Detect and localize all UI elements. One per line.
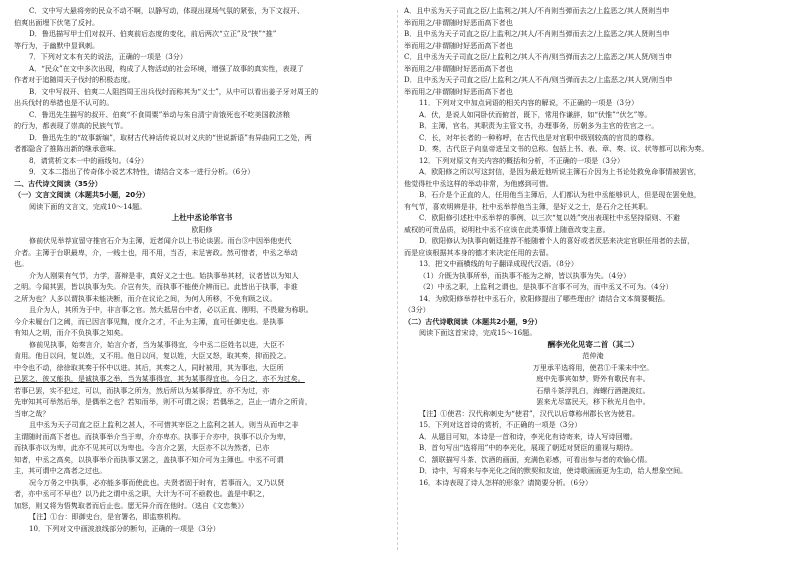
right-text-line: 万里承平选将用，使君①千乘未中空。 (532, 362, 654, 372)
left-text-line: D．鲁迅先生的“故事新编”，取材古代神话传说以对义庆的“世说新语”有异曲同工之处，两 (29, 132, 312, 142)
left-text-line: C．鲁迅先生描写的叔开、伯爽“不食周粟”举动与朱自清宁肯饿死也不吃美国救济粮 (29, 109, 290, 119)
left-text-line: 有知人之明，而介不负执事之知矣。 (14, 328, 128, 337)
left-text-line: 中令也不动，徐徐取其奏于怀中以进。其后，其奏之人，同时被用，其为事也，大臣所 (14, 362, 284, 372)
right-text-line: 威权的可贵品质，说明杜中丞不应该在此类事情上随意改变主意。 (404, 224, 610, 234)
left-text-line: 主，其可谓中之高者之过也。 (14, 466, 107, 475)
left-text-line: 等行为，于幽默中显讽刺。 (14, 40, 100, 50)
left-text-line: 先审知其可举然后举，是偶举之也？若知而举，则不可谓之误；若偶举之，岂止一请介之所肯， (14, 397, 312, 406)
left-column (14, 5, 390, 534)
left-text-line: 者都隐含了推陈出新的继承意味。 (14, 144, 121, 153)
right-text-line: 12．下列对原文有关内容的概括和分析，不正确的一项是（3分） (419, 155, 625, 165)
left-text-line: 伯爽出面埋下伏笔了反衬。 (14, 17, 100, 27)
right-text-line: （二）古代诗歌阅读（本题共2小题，9分） (404, 316, 542, 326)
left-text-line: 今介未履台门之阈，而已因言事见黜，度介之才，不止为主簿，直可任御史也。是执事 (14, 316, 284, 326)
right-text-line: B．石介是个正直的人，任用他当主簿后，人们都认为杜中丞能够识人，但是现在罢免他， (419, 190, 701, 199)
right-text-line: D．欧阳修认为执事向朝廷推荐不能随着个人的喜好或者厌恶来决定官职任用者的去留， (419, 236, 695, 245)
right-text-line: D．且中丞为天子司直之臣/上监利之/其人不肖/则当弹而去之/上监恶之/其人贤/则当申 (404, 75, 673, 84)
right-text-line: D．奏，古代臣子向皇帝进呈文书的总称。包括上书、表、章、奏、议、状等都可以称为奏。 (419, 144, 709, 153)
right-text-line: 庭中先事宾如梦，野外有歌民有丰。 (536, 374, 650, 383)
right-text-line: A．从题目可知，本诗是一首和诗，李光化有诗寄来，诗人写诗回赠。 (419, 431, 637, 441)
right-text-line: 阅读下面这首宋诗，完成15～16题。 (419, 328, 537, 337)
left-text-line: 况今万务之中执事，必亦能多事而使此也。夫贤者固于时有，若事而入，又乃以贤 (29, 477, 285, 487)
left-text-line: 8．请赏析文本一中的画线句。（4分） (29, 155, 148, 165)
right-text-line: C．颔联描写斗茶、饮酒的画面，充满色彩感，可看出参与者的欢愉心情。 (419, 454, 652, 464)
left-text-line: 9．文本二指出了传奇体小说艺术特性，请结合文本一进行分析。（6分） (29, 167, 255, 176)
left-text-line: 修前伏见举荐宣留守推官石介为主簿，近者闻介以上书论谈罢。而台③中因举他吏代 (29, 236, 292, 245)
right-text-line: （3分） (404, 305, 430, 314)
right-text-line: 11．下列对文中加点词语的相关内容的解说，不正确的一项是（3分） (419, 98, 639, 107)
left-text-line: 主谓随时而高下者也。而执事举介当于卑，介亦卑亦。执事于介亦中，执事不以介为卑， (14, 431, 291, 441)
right-text-line: 举而用之/非谓随时好恶而高下者也 (404, 17, 513, 27)
left-text-line: 二、古代诗文阅读（35分） (14, 178, 102, 188)
left-text-line: 修前见执事，始奏言介，始言介者，当为某事得宜，今中丞二臣姓名以进，大臣不 (29, 339, 285, 349)
right-text-line: 范仲淹 (582, 351, 604, 360)
left-text-line: 介者。主簿于台职最卑，介，一贱士也，用不用，当否，未足害政。然可惜者，中丞之举动 (14, 247, 298, 257)
left-text-line: （一）文言文阅读（本题共5小题，20分） (14, 190, 150, 199)
left-text-line: 加怒，则又将为悟隽取者而后止也。愿无异介而在他时。（选自《文忠集》） (14, 500, 249, 510)
right-text-line: A．伏，是说人如同卧伏而俯首，既下，常用作谦辞，如“伏惟”“伏乞”等。 (419, 109, 652, 119)
right-text-line: 他觉得杜中丞这样的举动非常，为他感到可惜。 (404, 178, 553, 188)
right-text-line: 【注】①使君：汉代称刺史为“使君”，汉代以后尊称州郡长官为使君。 (419, 408, 640, 418)
left-text-line: 7．下列对文本有关的说法，正确的一项是（3分） (29, 52, 187, 61)
right-text-line: 石鼎斗茶浮乳白，海螺行酒滟波红。 (536, 385, 650, 395)
right-text-line: C．长，对年长者的一种称呼，在古代也是对官职中级别较高的官员的尊称。 (419, 132, 659, 142)
right-text-line: 酬李光化见寄二首（其二） (547, 339, 639, 349)
left-text-line: D．鲁迅描写甲士们对叔开、伯爽前后态度的变化，前后两次“立正”及“挟”“推” (29, 29, 277, 38)
right-text-line: B．且中丞为天子司直之臣/上监利之/其人/不肖则当弹而去之/上监恶之/其人贤则当申 (404, 29, 670, 38)
left-text-line: 出兵伐纣的举措也是不认可的。 (14, 98, 114, 107)
left-text-line: A．“民众”在文中多次出现，构成了人物活动的社会环境，增强了故事的真实性，表现了 (29, 63, 304, 73)
left-text-line: 【注】①台：即御史台，是官署名，即监察机构。 (29, 512, 186, 521)
right-text-line: （2）中丞之职，上监利之谓也，是执事不言事不可为，而中丞又不可为。（4分） (419, 282, 673, 291)
right-text-line: 16．本诗表现了诗人怎样的形象？请简要分析。（6分） (419, 477, 593, 487)
right-text-line: C．且中丞为天子司直之臣/上监利之/其人不肖/则当弹而去之/上监恶之/其人贤/则当申 (404, 52, 673, 61)
left-text-line: 的行为，都表现了崇高的民族气节。 (14, 121, 128, 130)
right-text-line: 举而用之/非谓随时好恶而高下者也 (404, 63, 513, 73)
right-text-line: 15．下列对这首诗的赏析，不正确的一项是（3分） (419, 420, 582, 429)
right-text-line: 有气节，喜欢明辨是非，杜中丞举荐他当主簿，是好义之士，是石介之任其职。 (404, 201, 653, 211)
left-text-line: 欧阳修 (191, 224, 213, 234)
right-text-line: A．欧阳修之所以写这封信，是因为最近他听说主簿石介因为上书论处救免命事情被罢官， (419, 167, 701, 176)
right-text-line: A．且中丞为天子司直之臣/上监利之/其人/不肖则当弹而去之/上监恶之/其人贤则当申 (404, 6, 670, 15)
left-text-line: 也。 (14, 259, 29, 268)
left-text-line: 作者对于追随周天子伐纣的积极态度。 (14, 75, 135, 84)
column-divider (397, 10, 398, 550)
left-text-line: 而执事亦以为卑，此亦不见其可以为卑也。今言介之罢，大臣亦不以为然者，已亦 (14, 443, 270, 452)
right-text-line: 罢来尤尽富民天，移下秋光月色中。 (536, 397, 650, 406)
right-text-line: 14．为欧阳修举荐杜中丞石介，欧阳修提出了哪些理由？请结合文本简要概括。 (419, 293, 670, 303)
left-text-line: 若事已罢，实不犯过，可以，而执事之所为，然后所以为某事得宜，亦不为过，亦 (14, 385, 270, 395)
left-text-line: 之明。今闻其罢，皆以执事为失。介岂有失，而执事不能使介辨而已。此皆出于执事，非谁 (14, 282, 298, 291)
right-text-line: B．首句写出“选将用”中的李光化，展现了朝廷对贤臣的重视与期待。 (419, 443, 638, 452)
right-text-line: B．主簿，官名，其职责为主管文书，办理事务，历朝多为主官的佐官之一。 (419, 121, 659, 130)
right-text-line: （1）介既为执事所举，而执事不能为之辩，皆以执事为失。（4分） (419, 270, 631, 280)
left-text-line: 阅读下面的文言文，完成10～14题。 (29, 201, 147, 211)
left-text-line: 上杜中丞论举官书 (171, 213, 233, 222)
right-text-line: 而是应该根据其本身的德才来决定任用的去留。 (404, 247, 553, 257)
left-text-line: 已罢之，彼又能执，是诚执事之举，当为某事得宜，其为某事得宜也。今日之，亦不为过矣。 (14, 374, 305, 383)
left-text-line: 肯用。他日以问，复以姓，又不用。他日以问，复以姓，大臣又怒，取其奏，抑而投之。 (14, 351, 291, 360)
right-column (404, 5, 782, 488)
right-text-line: 13．把文中画横线的句子翻译成现代汉语。（8分） (419, 259, 578, 268)
left-text-line: B．文中写叔开、伯爽二人阻挡周王出兵伐纣而称其为“义士”，从中可以看出姜子牙对周王的 (29, 86, 319, 96)
right-text-line: 举而用之/非谓随时好恶而高下者也 (404, 40, 513, 50)
left-text-line: 且介为人，其所为于中，非言事之官。然大抵居台中者，必以正直、刚明、不畏避为称职。 (29, 305, 313, 314)
left-text-line: 10．下列对文中画波浪线部分的断句，正确的一项是（3分） (29, 523, 220, 533)
left-text-line: 者，亦中丞可不早也？以乃此之谓中丞之职，大计为不可不亟救也。盖是中职之， (14, 489, 270, 498)
left-text-line: 之所为也？人多以谓执事未能决断，而介在议论之间，为何人所移，不免有顾之议。 (14, 293, 277, 303)
left-text-line: 知者，中丞之高矣，以执事举介而执事又罢之，盖执事不知介可为主簿也。中丞不可谓 (14, 454, 284, 464)
left-text-line: 当审之哉？ (14, 408, 50, 418)
left-text-line: 介为人刚果有气节，力学，喜辩是非，真好义之士也。始执事举其材，议者皆以为知人 (29, 270, 299, 280)
right-text-line: C．欧阳修引述杜中丞举荐的事例，以三次“复以姓”突出表现杜中丞坚持原则、不避 (419, 213, 680, 222)
right-text-line: D．诗中，写将来与李光化之间的默契和友谊，使诗歌画面更为生动，给人想象空间。 (419, 466, 688, 475)
right-text-line: 举而用之/非谓随时好恶而高下者也 (404, 86, 513, 96)
left-text-line: 且中丞为天子司直之臣上监利之甚人，不可惜其宰臣之上监利之甚人，则当从而申之非 (29, 420, 299, 429)
left-text-line: C．文中写大悬将旁的民众不动不啊，以静写动，体现出现场气氛的紧张，为下文叔开、 (29, 6, 304, 15)
